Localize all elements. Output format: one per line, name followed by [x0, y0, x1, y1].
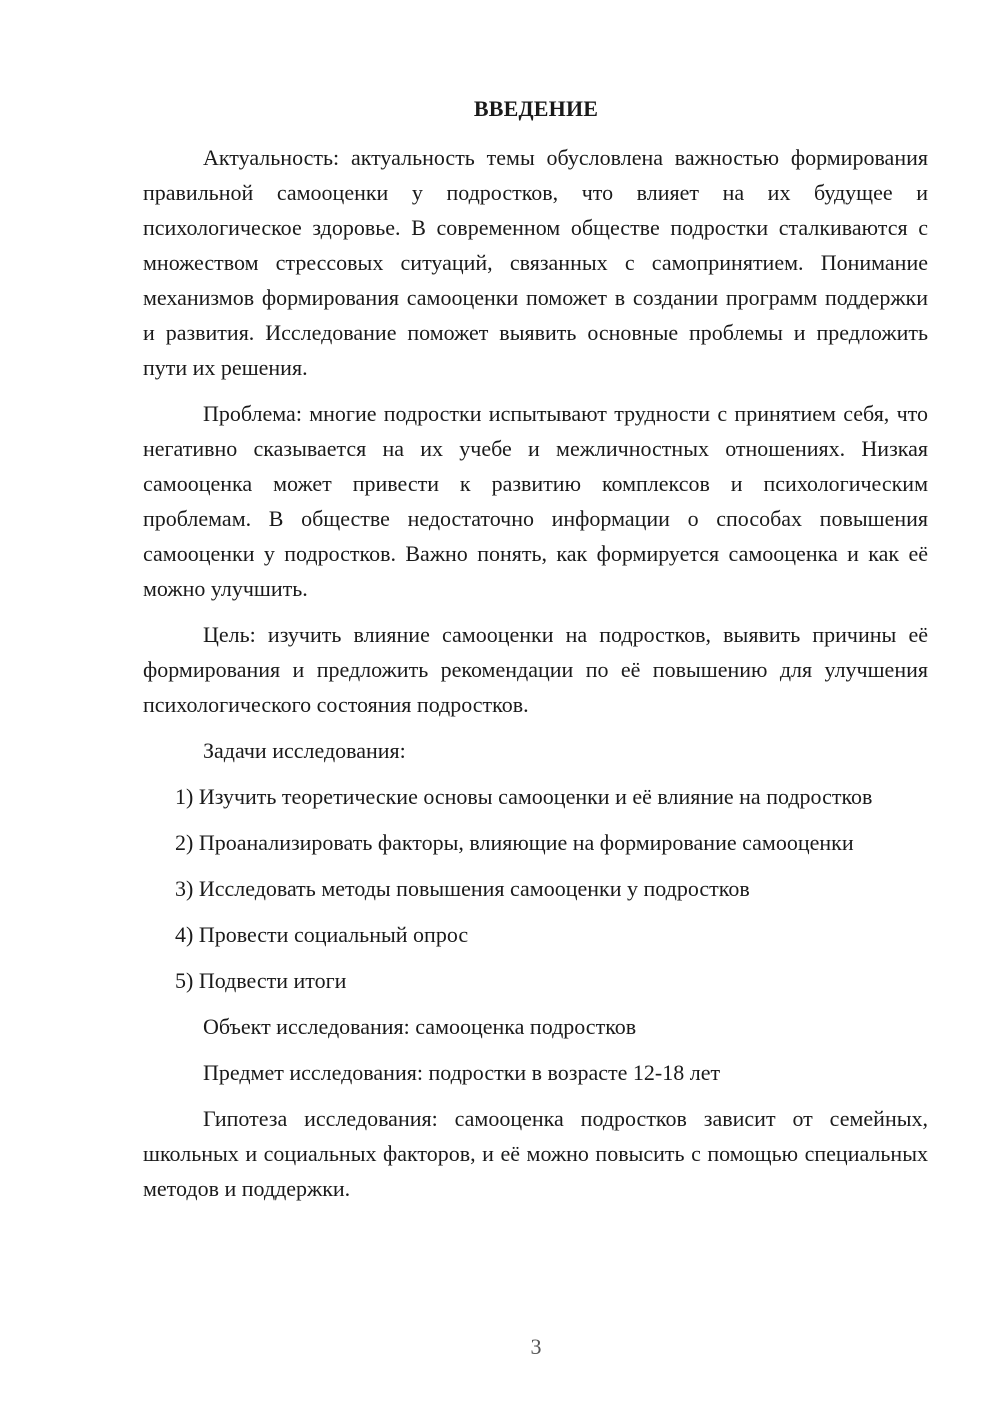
page-number: 3 [530, 1334, 542, 1359]
task-item: 1) Изучить теоретические основы самооценки и её влияние на подростков [175, 784, 873, 809]
object-paragraph: Объект исследования: самооценка подростков [203, 1014, 637, 1039]
task-item: 2) Проанализировать факторы, влияющие на формирование самооценки [175, 830, 854, 855]
tasks-heading: Задачи исследования: [203, 738, 406, 763]
goal-paragraph: Цель: изучить влияние самооценки на подростков, выявить причины её формирования и предложить рекомендации по её повышению для улучшения психологического состояния подростков. [143, 622, 928, 717]
problem-paragraph: Проблема: многие подростки испытывают трудности с принятием себя, что негативно сказывается на их учебе и межличностных отношениях. Низкая самооценка может привести к развитию комплексов и психологическим проблемам. В обществе недостаточно информации о способах повышения самооценки у подростков. Важно понять, как формируется самооценка и как её можно улучшить. [143, 401, 928, 601]
subject-paragraph: Предмет исследования: подростки в возрасте 12-18 лет [203, 1060, 721, 1085]
hypothesis-paragraph: Гипотеза исследования: самооценка подростков зависит от семейных, школьных и социальных факторов, и её можно повысить с помощью специальных методов и поддержки. [143, 1106, 928, 1201]
page-title: ВВЕДЕНИЕ [473, 96, 599, 121]
task-item: 3) Исследовать методы повышения самооценки у подростков [175, 876, 750, 901]
task-item: 5) Подвести итоги [175, 968, 347, 993]
relevance-paragraph: Актуальность: актуальность темы обусловлена важностью формирования правильной самооценки у подростков, что влияет на их будущее и психологическое здоровье. В современном обществе подростки сталкиваются с множеством стрессовых ситуаций, связанных с самопринятием. Понимание механизмов формирования самооценки поможет в создании программ поддержки и развития. Исследование поможет выявить основные проблемы и предложить пути их решения. [143, 145, 928, 380]
document-body [143, 140, 928, 1217]
task-item: 4) Провести социальный опрос [175, 922, 469, 947]
